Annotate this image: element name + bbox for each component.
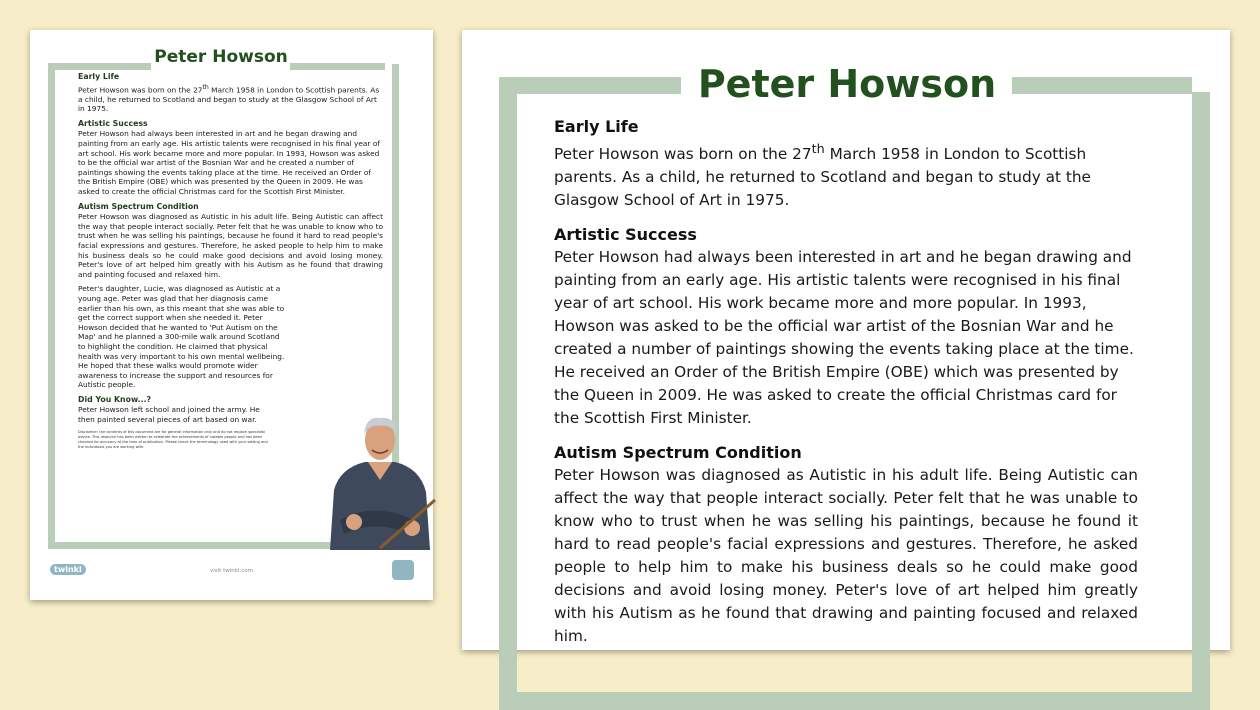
footer [48, 558, 413, 580]
title-bar-left [499, 77, 681, 94]
title-bar-right [1012, 77, 1192, 94]
heading-autism: Autism Spectrum Condition [78, 201, 199, 211]
paragraph-artistic-success: Peter Howson had always been interested in art and he began drawing and painting from an early age. His artistic talents were recognised in his final year of art school. His work became more and more popular. In 1993, Howson was asked to be the official war artist of the Bosnian War and he created a number of paintings showing the events taking place at the time. He received an Order of the British Empire (OBE) which was presented by the Queen in 2009. He was asked to create the official Christmas card for the Scottish First Minister. [78, 129, 380, 196]
zoomed-page[interactable] [462, 30, 1230, 650]
title-bar-right [290, 63, 385, 70]
paragraph-autism-1: Peter Howson was diagnosed as Autistic in his adult life. Being Autistic can affect the way that people interact socially. Peter felt that he was unable to know who to trust when he was selling his paintings, because he found it hard to read people's facial expressions and gestures. Therefore, he asked people to help him to make his business deals so he could make good decisions and avoid losing money. Peter's love of art helped him greatly with his Autism as he found that drawing and painting focused and relaxed him. [554, 466, 1138, 646]
page-content [554, 116, 1138, 660]
heading-did-you-know: Did You Know...? [78, 394, 152, 404]
twinkl-logo[interactable]: twinkl [50, 564, 86, 575]
heading-artistic-success: Artistic Success [554, 225, 697, 245]
badge-icon [392, 560, 414, 580]
paragraph-autism-2: Peter's daughter, Lucie, was diagnosed as Autistic at a young age. Peter was glad that her diagnosis came earlier than his own, as this meant that she was able to get the correct support when she needed it. Peter Howson decided that he wanted to 'Put Autism on the Map' and he planned a 300-mile walk around Scotland to highlight the condition. He claimed that physical health was very important to his own mental wellbeing. He hoped that these walks would promote wider awareness to increase the support and resources for Autistic people. [78, 284, 285, 390]
footer-url[interactable]: visit twinkl.com [210, 568, 253, 574]
page-title: Peter Howson [697, 62, 997, 106]
paragraph-did-you-know: Peter Howson left school and joined the army. He then painted several pieces of art based on war. [78, 405, 260, 425]
title-bar-left [48, 63, 151, 70]
disclaimer-notes: Disclaimer: the contents of this document are for general information only and do not replace specialist advice. This resource has been written to celebrate the achievements of notable people and has been checked for accuracy at the time of publication. Please check the terminology used with your setting and the individuals you are working with. [78, 429, 268, 449]
heading-autism: Autism Spectrum Condition [554, 443, 802, 463]
heading-early-life: Early Life [78, 72, 120, 81]
heading-early-life: Early Life [554, 117, 639, 136]
thumbnail-content [78, 72, 383, 455]
paragraph-early-life: Peter Howson was born on the 27th March 1958 in London to Scottish parents. As a child, he returned to Scotland and began to study at the Glasgow School of Art in 1975. [78, 83, 380, 114]
paragraph-autism-1: Peter Howson was diagnosed as Autistic in his adult life. Being Autistic can affect the way that people interact socially. Peter felt that he was unable to know who to trust when he was selling his paintings, because he found it hard to read people's facial expressions and gestures. Therefore, he asked people to help him to make his business deals so he could make good decisions and avoid losing money. Peter's love of art helped him greatly with his Autism as he found that drawing and painting focused and relaxed him. [78, 212, 383, 279]
paragraph-early-life: Peter Howson was born on the 27th March 1958 in London to Scottish parents. As a child, he returned to Scotland and began to study at the Glasgow School of Art in 1975. [554, 142, 1091, 210]
heading-artistic-success: Artistic Success [78, 118, 148, 128]
portrait-illustration [320, 410, 438, 550]
paragraph-artistic-success: Peter Howson had always been interested in art and he began drawing and painting from an early age. His artistic talents were recognised in his final year of art school. His work became more and more popular. In 1993, Howson was asked to be the official war artist of the Bosnian War and he created a number of paintings showing the events taking place at the time. He received an Order of the British Empire (OBE) which was presented by the Queen in 2009. He was asked to create the official Christmas card for the Scottish First Minister. [554, 248, 1134, 428]
thumbnail-page[interactable] [30, 30, 433, 600]
thumbnail-title: Peter Howson [154, 47, 288, 67]
